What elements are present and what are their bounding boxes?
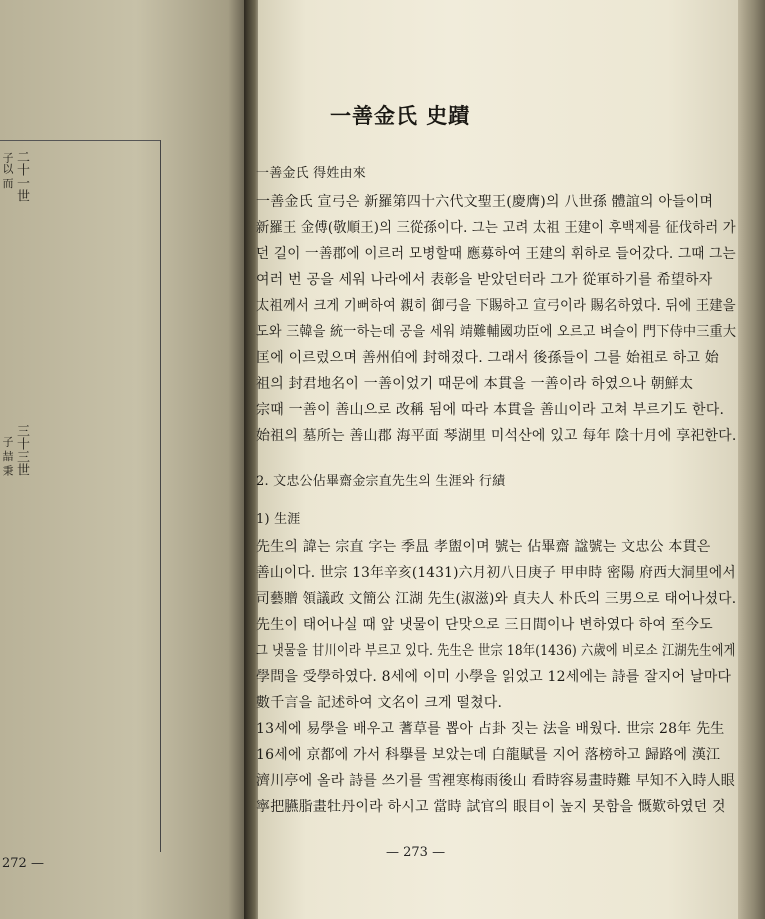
text-line: 宗때 一善이 善山으로 改稱 됨에 따라 本貫을 善山이라 고쳐 부르기도 한다.	[256, 402, 725, 418]
left-page	[0, 0, 248, 919]
text-line: 司藝贈 領議政 文簡公 江湖 先生(淑滋)와 貞夫人 朴氏의 三男으로 태어나셨다.	[256, 591, 737, 607]
text-line: 匡에 이르렀으며 善州伯에 封해졌다. 그래서 後孫들이 그를 始祖로 하고 始	[256, 350, 719, 366]
table-border	[160, 140, 161, 852]
section-heading-life: 2. 文忠公佔畢齋金宗直先生의 生涯와 行績	[256, 474, 506, 489]
text-line: 數千言을 記述하여 文名이 크게 떨쳤다.	[256, 695, 503, 711]
table-rule	[0, 140, 160, 141]
generation-sub-top: 子以 而	[1, 152, 14, 189]
text-line: 新羅王 金傅(敬順王)의 三從孫이다. 그는 고려 太祖 王建이 후백제를 征伐하러 가	[256, 220, 736, 236]
page-edges	[738, 0, 765, 919]
text-line: 寧把臙脂畫牡丹이라 하시고 當時 試官의 眼目이 높지 못함을 慨歎하였던 것	[256, 799, 726, 815]
generation-label-top: 二十一世	[14, 150, 29, 202]
text-line: 始祖의 墓所는 善山郡 海平面 琴湖里 미석산에 있고 每年 陰十月에 享祀한다.	[256, 428, 737, 444]
left-page-number: 272 —	[2, 856, 44, 871]
section-heading-origin: 一善金氏 得姓由來	[256, 166, 366, 181]
text-line: 善山이다. 世宗 13年辛亥(1431)六月初八日庚子 甲申時 密陽 府西大洞里에서	[256, 565, 736, 581]
text-line: 一善金氏 宣弓은 新羅第四十六代文聖王(慶膺)의 八世孫 體誼의 아들이며	[256, 194, 714, 210]
text-line: 祖의 封君地名이 一善이었기 때문에 本貫을 一善이라 하였으나 朝鮮太	[256, 376, 694, 392]
page-title: 一善金氏 史蹟	[330, 103, 471, 128]
subsection-heading: 1) 生涯	[256, 512, 301, 527]
generation-sub-bottom: 子 喆 秉	[1, 436, 14, 476]
text-line: 13세에 易學을 배우고 蓍草를 뽑아 占卦 짓는 法을 배웠다. 世宗 28年 先生	[256, 721, 725, 737]
text-line: 16세에 京都에 가서 科擧를 보았는데 白龍賦를 지어 落榜하고 歸路에 漢江	[256, 747, 721, 763]
generation-label-bottom: 三十三世	[14, 424, 29, 476]
right-page-number: — 273 —	[386, 845, 446, 860]
text-line: 先生의 諱는 宗直 字는 季昷 孝盥이며 號는 佔畢齋 諡號는 文忠公 本貫은	[256, 539, 711, 555]
text-line: 學問을 受學하였다. 8세에 이미 小學을 읽었고 12세에는 詩를 잘지어 날마다	[256, 669, 732, 685]
text-line: 도와 三韓을 統一하는데 공을 세워 靖難輔國功臣에 오르고 벼슬이 門下侍中三重大	[256, 324, 737, 340]
text-line: 濟川亭에 올라 詩를 쓰기를 雪裡寒梅雨後山 看時容易畫時難 早知不入時人眼	[256, 773, 735, 789]
text-line: 先生이 태어나실 때 앞 냇물이 단맛으로 三日間이나 변하였다 하여 至今도	[256, 617, 713, 633]
text-line: 여러 번 공을 세워 나라에서 表彰을 받았던터라 그가 從軍하기를 希望하자	[256, 272, 713, 288]
text-line: 그 냇물을 甘川이라 부르고 있다. 先生은 世宗 18年(1436) 六歲에 비로소 江湖先生에게	[256, 643, 736, 659]
text-line: 던 길이 一善郡에 이르러 모병할때 應募하여 王建의 휘하로 들어갔다. 그때 그는	[256, 246, 736, 262]
text-line: 太祖께서 크게 기뻐하여 親히 御弓을 下賜하고 宣弓이라 賜名하였다. 뒤에 王建을	[256, 298, 736, 314]
